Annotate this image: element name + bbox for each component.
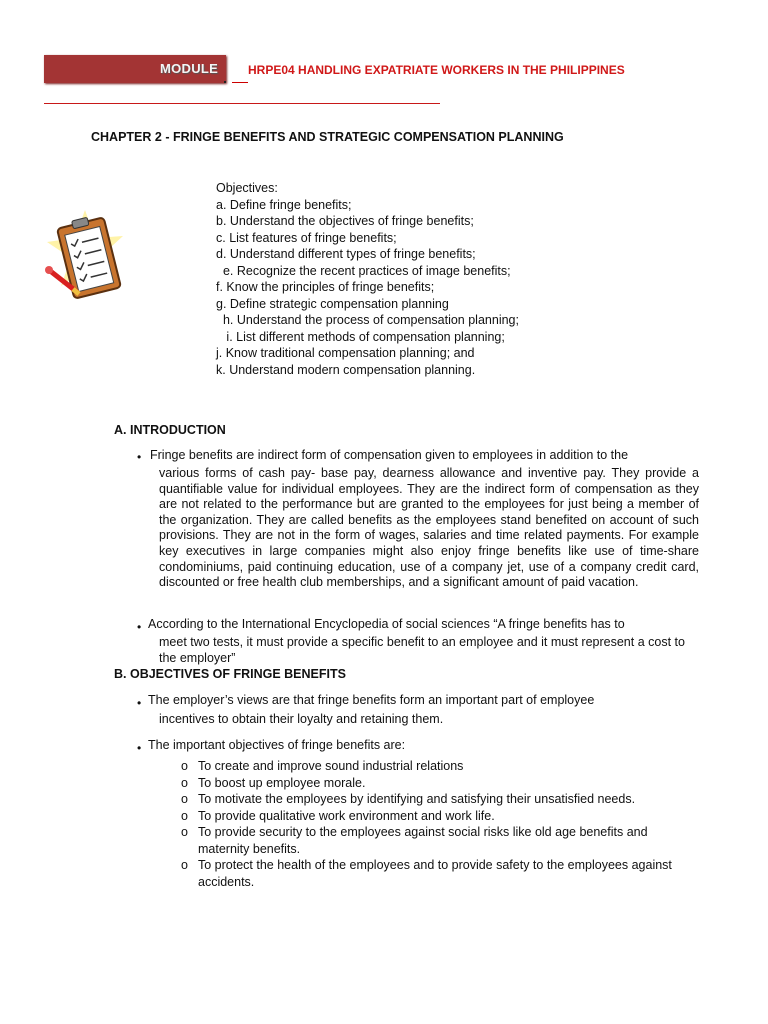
objective-item: i. List different methods of compensation planning; [216,329,505,344]
bullet-dot: • [137,450,142,464]
chapter-title: CHAPTER 2 - FRINGE BENEFITS AND STRATEGIC COMPENSATION PLANNING [91,130,564,144]
list-item [181,808,701,825]
objective-item: k. Understand modern compensation planning. [216,362,476,377]
list-item [181,775,701,792]
objectives-list [216,180,519,378]
list-item-text: To boost up employee morale. [198,775,366,790]
list-marker: o [181,808,188,823]
banner-tick [224,81,226,83]
objective-item: j. Know traditional compensation planning; and [216,346,475,360]
list-marker: o [181,759,188,773]
list-item-text: To motivate the employees by identifying and satisfying their unsatisfied needs. [198,792,636,806]
list-item-text: To protect the health of the employees and to provide safety to the employees against accidents. [198,858,672,889]
list-marker: o [181,792,188,806]
module-label: MODULE [160,61,219,76]
module-title: HRPE04 HANDLING EXPATRIATE WORKERS IN THE PHILIPPINES [248,63,625,77]
list-item-text: To provide qualitative work environment and work life. [198,808,495,823]
list-item [181,857,701,890]
bullet-dot: • [137,696,142,710]
objective-item: g. Define strategic compensation planning [216,296,449,311]
clipboard-checklist-icon [43,208,127,312]
section-a-bullet1-rest: various forms of cash pay- base pay, dearness allowance and inventive pay. They provide a quantifiable value for individual employees. They are the indirect form of compensation as they are not related to the performance but are granted to the employees for just being a member of the organization. They are called benefits as the employees stand benefited on account of such provisions. They are not in the form of wages, salaries and time related payments. For example key executives in large companies might also enjoy fringe benefits like use of time-share condominiums, paid continuing education, use of a company jet, use of a company credit card, discounted or free health club memberships, and a significant amount of paid vacation. [159,466,699,590]
banner-underline [232,82,248,83]
list-marker: o [181,775,188,790]
section-a-bullet1-first: Fringe benefits are indirect form of compensation given to employees in addition to the [150,448,629,462]
bullet-dot: • [137,741,142,755]
section-a-heading: A. INTRODUCTION [114,423,226,437]
section-b-bullet1-first: The employer’s views are that fringe benefits form an important part of employee [148,693,595,707]
objective-item: b. Understand the objectives of fringe benefits; [216,214,474,228]
objective-item: c. List features of fringe benefits; [216,230,397,245]
list-marker: o [181,825,188,839]
section-a-bullet2-first: According to the International Encyclopedia of social sciences “A fringe benefits has to [148,617,625,631]
section-b-bullet1-rest: incentives to obtain their loyalty and retaining them. [159,712,444,726]
objective-item: d. Understand different types of fringe benefits; [216,247,476,261]
list-item [181,824,701,857]
header-divider [44,103,440,104]
bullet-dot: • [137,620,142,634]
objectives-heading: Objectives: [216,181,278,195]
section-a-bullet2-rest: meet two tests, it must provide a specific benefit to an employee and it must represent a cost to the employer” [159,635,685,665]
objective-item: h. Understand the process of compensation planning; [216,313,519,327]
list-item-text: To create and improve sound industrial relations [198,759,464,773]
list-item [181,791,701,808]
section-b-heading: B. OBJECTIVES OF FRINGE BENEFITS [114,667,346,681]
objective-item: a. Define fringe benefits; [216,197,352,212]
objective-item: f. Know the principles of fringe benefits; [216,280,435,294]
list-item [181,758,701,775]
list-item-text: To provide security to the employees against social risks like old age benefits and maternity benefits. [198,825,648,856]
objectives-sublist [181,758,701,890]
objective-item: e. Recognize the recent practices of image benefits; [216,263,511,278]
list-marker: o [181,858,188,872]
section-b-bullet2: The important objectives of fringe benefits are: [148,738,406,752]
